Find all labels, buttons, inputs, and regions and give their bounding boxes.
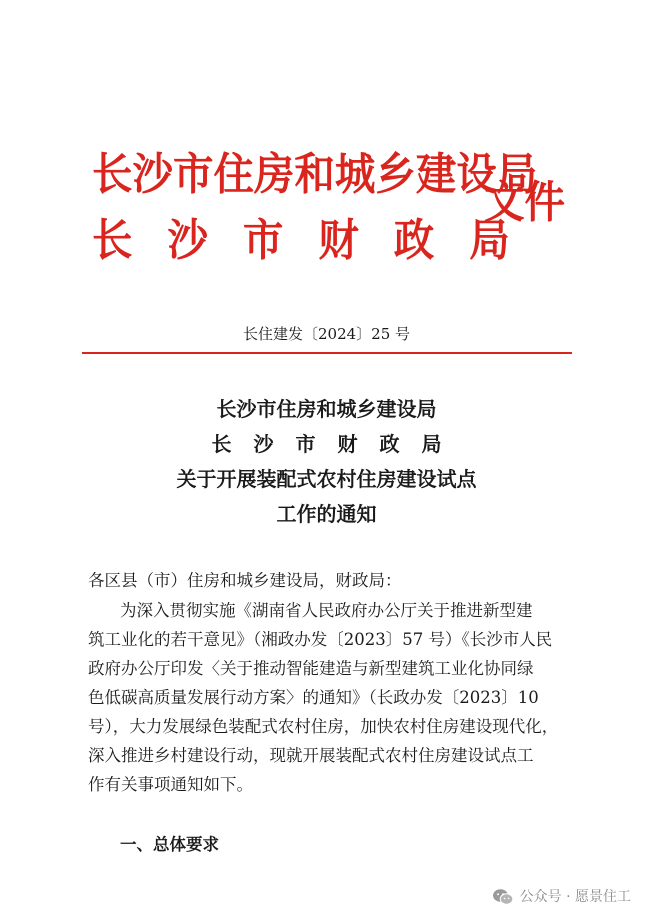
title-line-3: 关于开展装配式农村住房建设试点: [176, 467, 477, 491]
body-line: 筑工业化的若干意见》（湘政办发〔2023〕57 号）《长沙市人民: [88, 630, 553, 649]
issuer-housing-bureau: 长沙市住房和城乡建设局: [92, 149, 538, 200]
body-line: 深入推进乡村建设行动，现就开展装配式农村住房建设试点工: [88, 746, 534, 765]
document-number: 长住建发〔2024〕25 号: [242, 325, 411, 343]
title-line-2: 长沙市财政局: [211, 432, 464, 456]
body-line: 为深入贯彻实施《湖南省人民政府办公厅关于推进新型建: [120, 601, 533, 620]
red-header: [92, 138, 592, 288]
body-line: 色低碳高质量发展行动方案〉的通知》（长政办发〔2023〕10: [88, 688, 539, 707]
issuer-finance-bureau: 长沙市财政局: [92, 215, 545, 266]
body-line: 政府办公厅印发〈关于推动智能建造与新型建筑工业化协同绿: [88, 659, 534, 678]
title-line-4: 工作的通知: [276, 502, 377, 526]
body-line: 作有关事项通知如下。: [88, 775, 253, 794]
document-label: 文件: [484, 177, 565, 228]
red-divider: [82, 352, 572, 354]
section-heading-general-requirements: 一、总体要求: [120, 835, 219, 854]
salutation: 各区县（市）住房和城乡建设局，财政局：: [88, 571, 402, 590]
wechat-icon: [492, 888, 514, 906]
body-line: 号），大力发展绿色装配式农村住房，加快农村住房建设现代化，: [88, 717, 559, 736]
watermark-text: 公众号 · 愿景住工: [519, 889, 631, 905]
watermark: [492, 887, 631, 907]
title-line-1: 长沙市住房和城乡建设局: [216, 397, 437, 421]
